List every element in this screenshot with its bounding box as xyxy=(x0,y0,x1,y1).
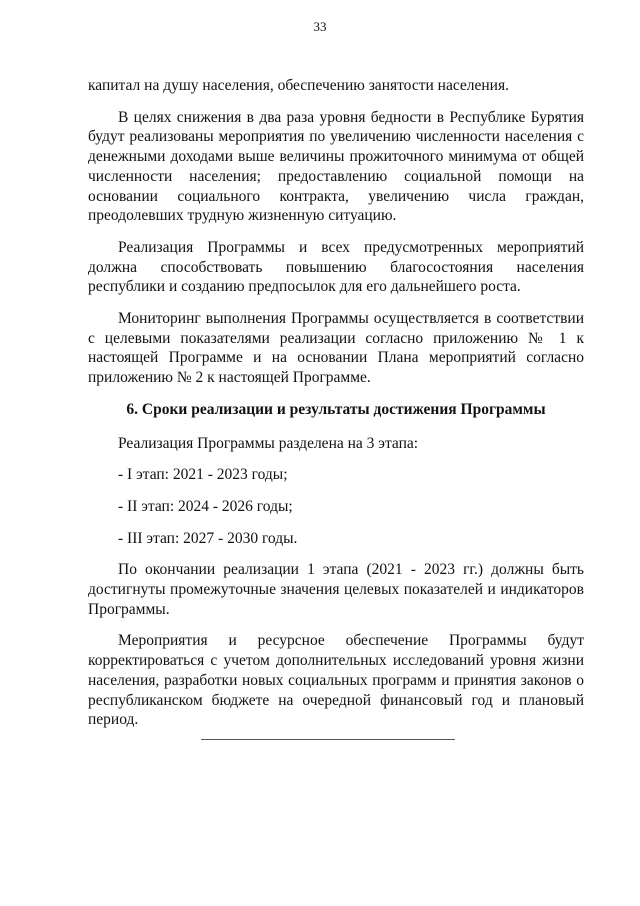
list-item-stage-1: - I этап: 2021 - 2023 годы; xyxy=(118,466,288,484)
list-item-stage-3: - III этап: 2027 - 2030 годы. xyxy=(118,529,298,547)
page-number: 33 xyxy=(313,19,327,34)
document-body xyxy=(88,76,584,742)
paragraph-poverty-reduction: В целях снижения в два раза уровня бедности в Республике Бурятия будут реализованы мероприятия по увеличению численности населения с денежными доходами выше величины прожиточного минимума от общей численности населения; предоставлению социальной помощи на основании социального контракта, увеличению числа граждан, преодолевших трудную жизненную ситуацию. xyxy=(88,108,584,225)
section-heading: 6. Сроки реализации и результаты достижения Программы xyxy=(126,400,546,418)
paragraph-continuation: капитал на душу населения, обеспечению занятости населения. xyxy=(88,77,509,94)
paragraph-monitoring: Мониторинг выполнения Программы осуществляется в соответствии с целевыми показателями реализации согласно приложению № 1 к настоящей Программе и на основании Плана мероприятий согласно приложению № 2 к настоящей Программе. xyxy=(88,310,584,387)
list-item-stage-2: - II этап: 2024 - 2026 годы; xyxy=(118,497,293,515)
paragraph-stage-1-results: По окончании реализации 1 этапа (2021 - 2023 гг.) должны быть достигнуты промежуточные значения целевых показателей и индикаторов Программы. xyxy=(88,561,584,618)
footer-divider xyxy=(201,739,455,740)
paragraph-resource-adjustment: Мероприятия и ресурсное обеспечение Программы будут корректироваться с учетом дополнительных исследований уровня жизни населения, разработки новых социальных программ и принятия законов о республиканском бюджете на очередной финансовый год и плановый период. xyxy=(88,632,584,729)
paragraph-stages-intro: Реализация Программы разделена на 3 этапа: xyxy=(118,434,419,452)
paragraph-program-implementation: Реализация Программы и всех предусмотренных мероприятий должна способствовать повышению благосостояния населения республики и созданию предпосылок для его дальнейшего роста. xyxy=(88,238,584,296)
